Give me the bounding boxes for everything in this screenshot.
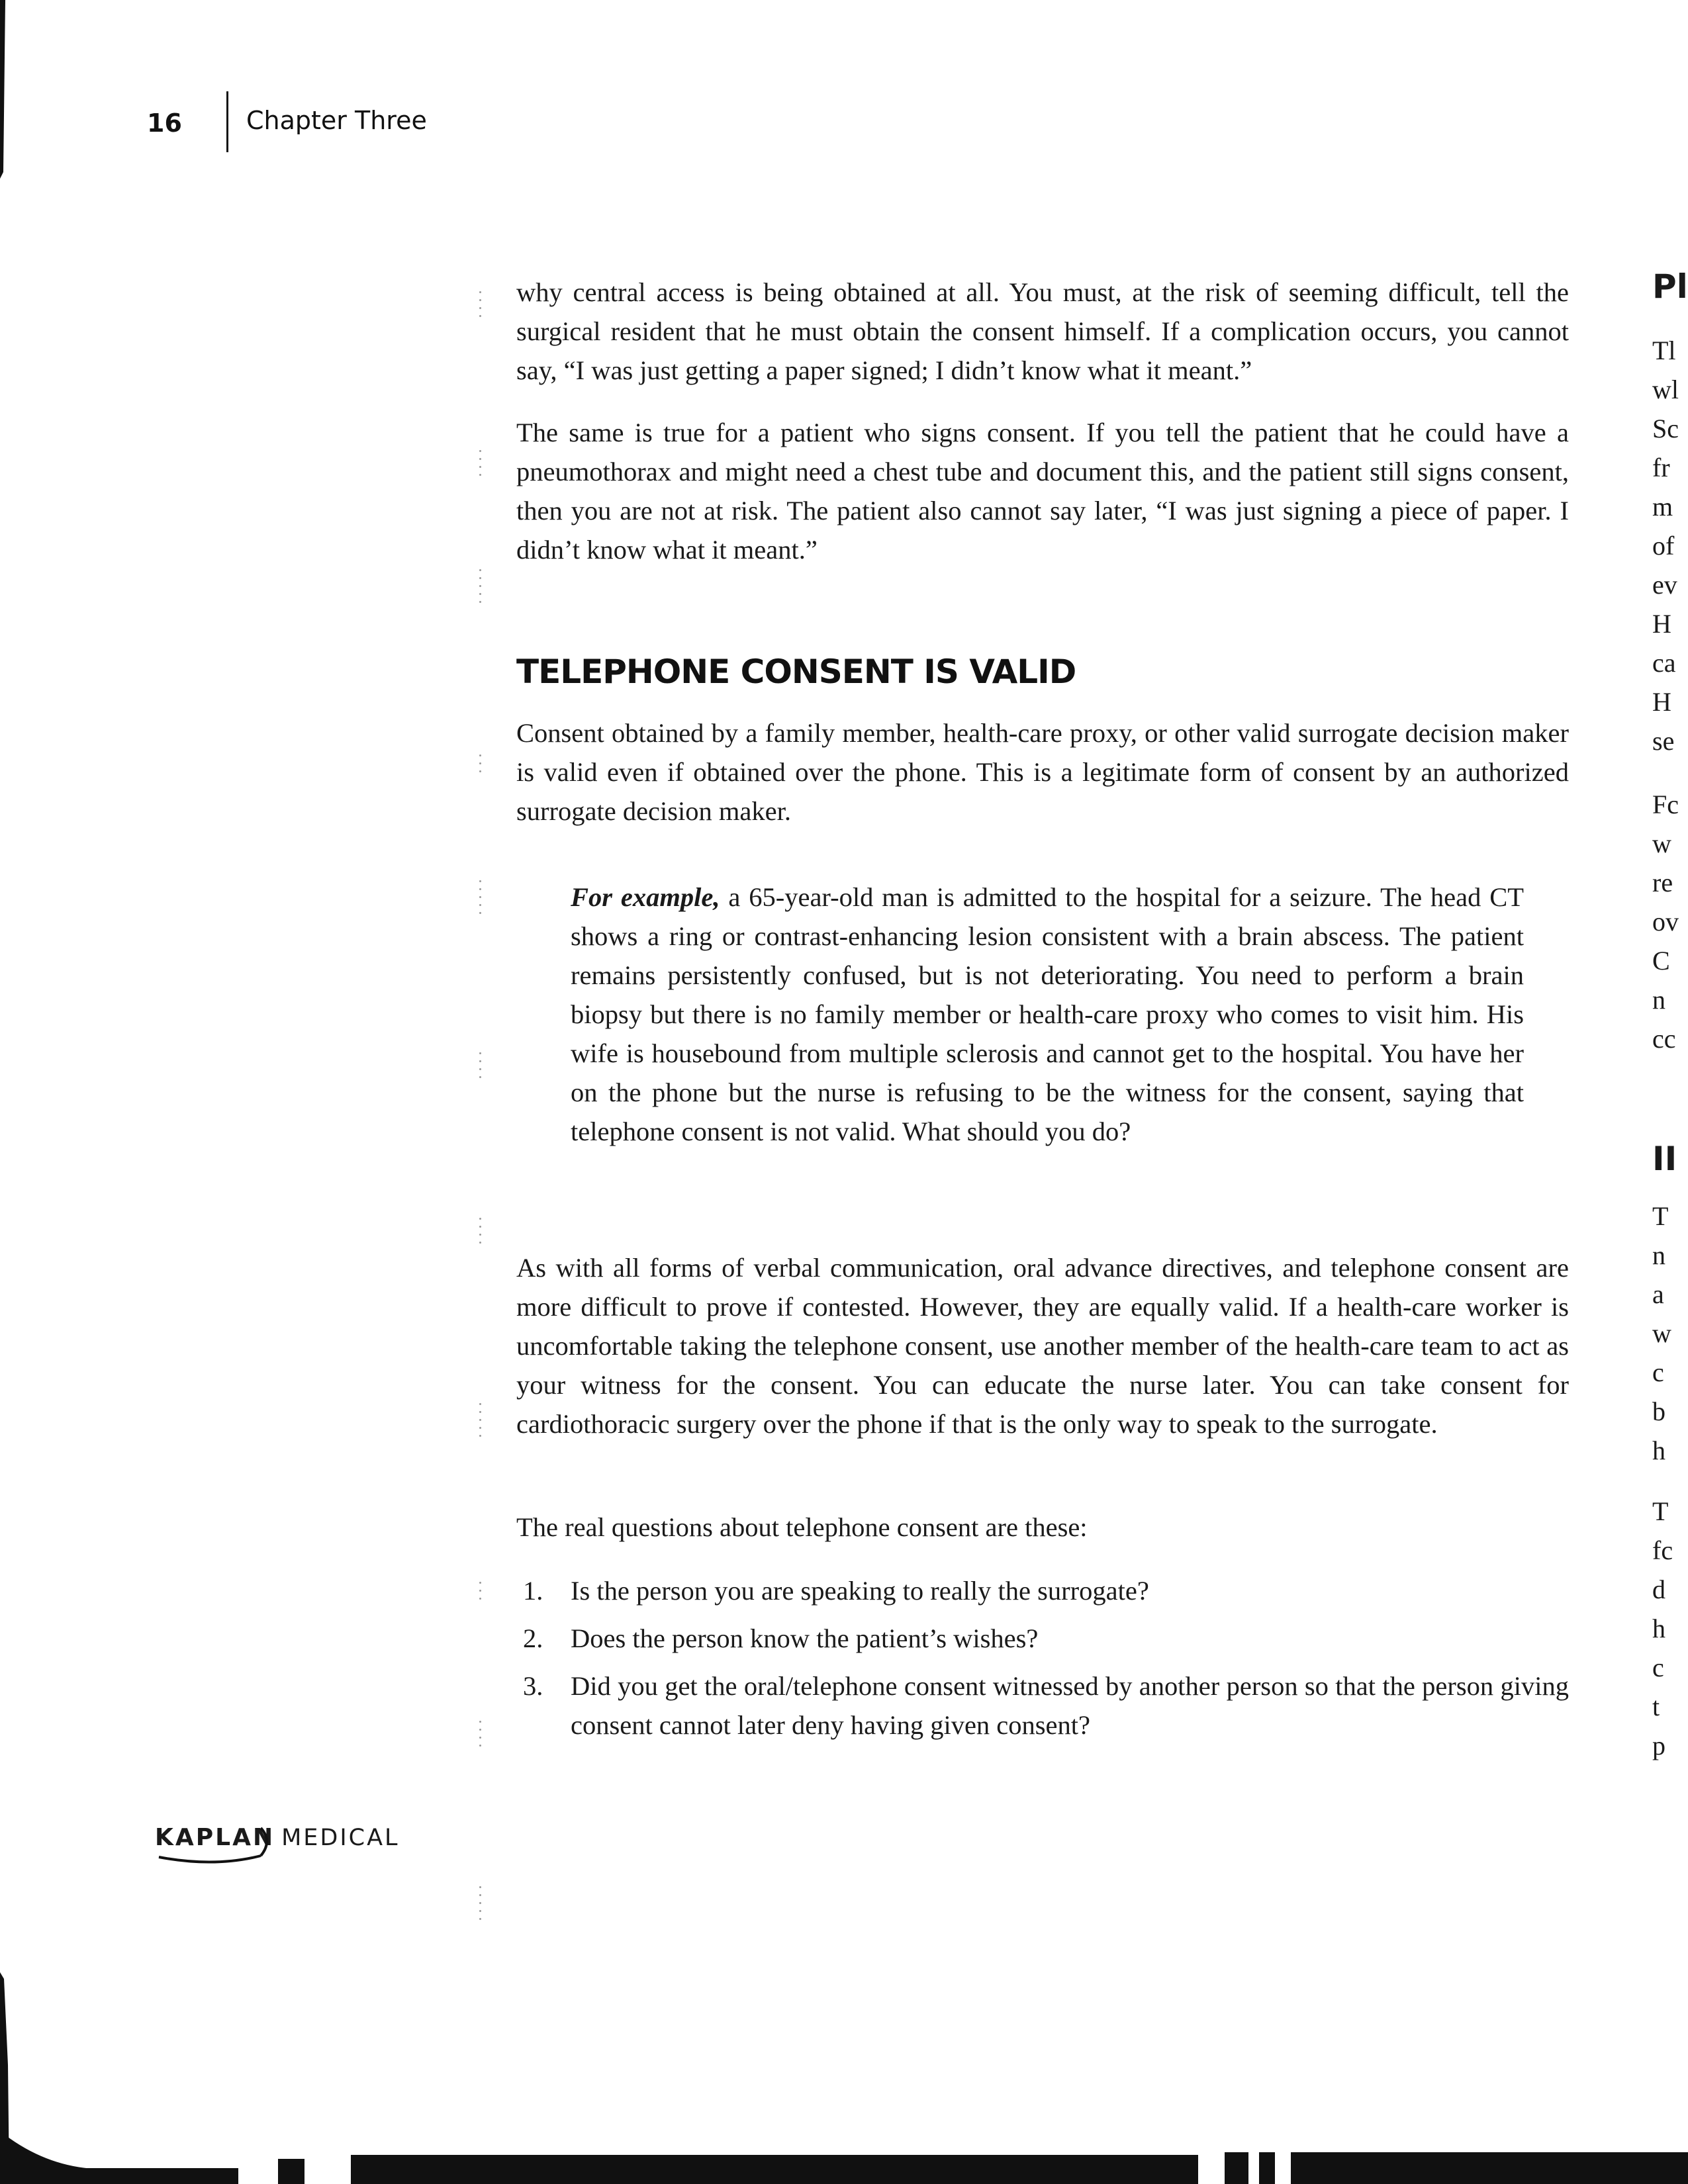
edge-fragment: fc	[1652, 1535, 1673, 1565]
edge-fragment: re	[1652, 868, 1673, 897]
edge-fragment: Fc	[1652, 790, 1679, 819]
facing-page-column-2	[1652, 785, 1688, 1058]
edge-fragment: w	[1652, 829, 1671, 858]
logo-medical-text: MEDICAL	[281, 1825, 400, 1851]
gutter-dots	[479, 1721, 483, 1752]
logo-kaplan-text: KAPLAN	[155, 1824, 275, 1851]
gutter-dots	[479, 450, 483, 482]
edge-fragment: T	[1652, 1201, 1669, 1231]
paragraph-4: As with all forms of verbal communication, oral advance directives, and telephone consent are more difficult to prove if contested. However, they are equally valid. If a health-care worker is uncomfortable taking the telephone consent, use another member of the health-care team to act as your witness for the consent. You can educate the nurse later. You can take consent for cardiothoracic surgery over the phone if that is the only way to speak to the surrogate.	[516, 1253, 1569, 1439]
paragraph-3: Consent obtained by a family member, health-care proxy, or other valid surrogate decision maker is valid even if obtained over the phone. This is a legitimate form of consent by an authorized surrogate decision maker.	[516, 718, 1569, 826]
logo-swoosh-icon	[155, 1824, 287, 1870]
gutter-dots	[479, 880, 483, 920]
paragraph-5: The real questions about telephone consent are these:	[516, 1512, 1088, 1542]
edge-fragment: Tl	[1652, 336, 1676, 365]
edge-heading: Pl	[1652, 267, 1688, 306]
list-number: 3.	[523, 1671, 543, 1701]
edge-fragment: a	[1652, 1279, 1664, 1309]
example-paragraph	[571, 878, 1524, 1151]
edge-fragment: fr	[1652, 453, 1670, 482]
page-number: 16	[147, 109, 182, 138]
list-text: Is the person you are speaking to really the surrogate?	[571, 1576, 1149, 1606]
edge-fragment: T	[1652, 1496, 1669, 1526]
edge-fragment: h	[1652, 1614, 1665, 1643]
paragraph-2: The same is true for a patient who signs consent. If you tell the patient that he could have a pneumothorax and might need a chest tube and document this, and the patient still signs consent, then you are not at risk. The patient also cannot say later, “I was just signing a piece of paper. I didn’t know what it meant.”	[516, 418, 1569, 565]
scan-bottom-bar	[0, 2090, 1688, 2184]
facing-page-heading-2	[1652, 1140, 1688, 1178]
edge-fragment: se	[1652, 726, 1675, 756]
example-text: a 65-year-old man is admitted to the hospital for a seizure. The head CT shows a ring or contrast-enhancing lesion consistent with a brain abscess. The patient remains persistently confused, but is not deteriorating. You need to perform a brain biopsy but there is no family member or health-care proxy who comes to visit him. His wife is housebound from multiple sclerosis and cannot get to the hospital. You have her on the phone but the nurse is refusing to be the witness for the consent, saying that telephone consent is not valid. What should you do?	[571, 882, 1524, 1146]
list-text: Does the person know the patient’s wishes?	[571, 1623, 1039, 1653]
gutter-dots	[479, 1218, 483, 1250]
edge-fragment: m	[1652, 492, 1673, 522]
edge-fragment: t	[1652, 1692, 1660, 1721]
edge-fragment: w	[1652, 1318, 1671, 1348]
edge-heading: II	[1652, 1140, 1677, 1178]
kaplan-medical-logo	[155, 1824, 400, 1851]
edge-fragment: p	[1652, 1731, 1665, 1760]
edge-fragment: b	[1652, 1396, 1665, 1426]
edge-fragment: Sc	[1652, 414, 1679, 443]
edge-fragment: h	[1652, 1435, 1665, 1465]
gutter-dots	[479, 1886, 483, 1926]
list-number: 1.	[523, 1576, 543, 1606]
gutter-dots	[479, 754, 483, 778]
list-item	[516, 1571, 1569, 1610]
edge-fragment: n	[1652, 985, 1665, 1015]
edge-fragment: n	[1652, 1240, 1665, 1270]
edge-fragment: c	[1652, 1357, 1664, 1387]
edge-fragment: c	[1652, 1653, 1664, 1682]
facing-page-column-4	[1652, 1492, 1688, 1765]
list-item	[516, 1619, 1569, 1658]
section-heading: TELEPHONE CONSENT IS VALID	[516, 653, 1076, 691]
facing-page-column-1	[1652, 331, 1688, 760]
edge-fragment: wl	[1652, 375, 1679, 404]
edge-fragment: of	[1652, 531, 1675, 561]
list-number: 2.	[523, 1623, 543, 1653]
facing-page-column-3	[1652, 1197, 1688, 1470]
paragraph-1: why central access is being obtained at all. You must, at the risk of seeming difficult, tell the surgical resident that he must obtain the consent himself. If a complication occurs, you cannot say, “I was just getting a paper signed; I didn’t know what it meant.”	[516, 277, 1569, 385]
header-divider	[226, 91, 228, 152]
gutter-dots	[479, 1403, 483, 1443]
edge-fragment: H	[1652, 609, 1671, 639]
facing-page-heading-1	[1652, 267, 1688, 306]
edge-fragment: H	[1652, 687, 1671, 717]
edge-fragment: ov	[1652, 907, 1679, 936]
list-text: Did you get the oral/telephone consent witnessed by another person so that the person giving consent cannot later deny having given consent?	[571, 1671, 1569, 1740]
gutter-dots	[479, 291, 483, 323]
gutter-dots	[479, 569, 483, 609]
scan-left-edge	[0, 0, 9, 2184]
chapter-title: Chapter Three	[246, 106, 427, 135]
gutter-dots	[479, 1582, 483, 1606]
edge-fragment: d	[1652, 1574, 1665, 1604]
edge-fragment: ca	[1652, 648, 1676, 678]
list-item	[516, 1666, 1569, 1745]
gutter-dots	[479, 1052, 483, 1084]
edge-fragment: ev	[1652, 570, 1677, 600]
edge-fragment: cc	[1652, 1024, 1676, 1054]
example-lead: For example,	[571, 882, 720, 912]
questions-list	[516, 1571, 1569, 1753]
edge-fragment: C	[1652, 946, 1670, 976]
